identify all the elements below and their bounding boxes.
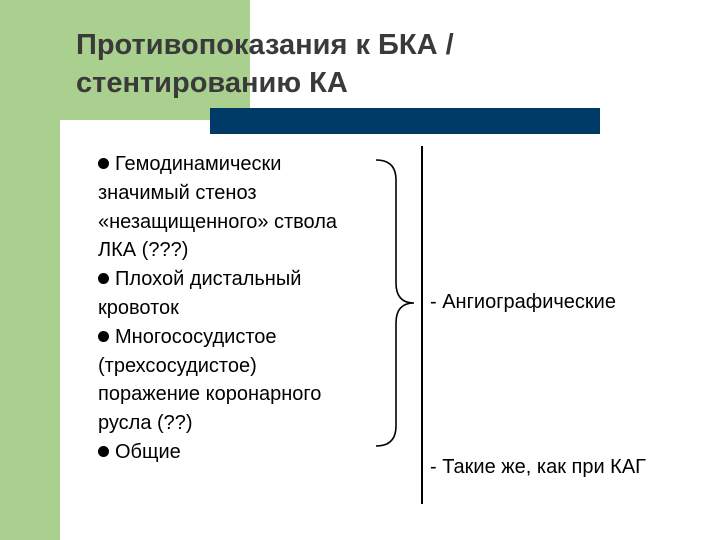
item-line: кровоток bbox=[98, 296, 179, 319]
title-line-1: Противопоказания к БКА / bbox=[76, 29, 454, 61]
note-same-as-kag: - Такие же, как при КАГ bbox=[430, 456, 646, 478]
contraindication-list bbox=[98, 150, 398, 467]
list-item bbox=[98, 150, 398, 265]
item-line: Многососудистое bbox=[115, 325, 277, 348]
title-underline-bar bbox=[210, 108, 600, 134]
curly-brace-icon bbox=[374, 158, 414, 448]
item-line: Плохой дистальный bbox=[115, 268, 302, 291]
item-line: Гемодинамически bbox=[115, 153, 282, 175]
slide-title bbox=[76, 26, 636, 102]
left-green-band bbox=[0, 0, 60, 540]
vertical-divider bbox=[421, 146, 423, 504]
list-item bbox=[98, 265, 398, 323]
item-line: (трехсосудистое) bbox=[98, 354, 257, 377]
bullet-icon bbox=[98, 331, 109, 342]
list-item bbox=[98, 438, 398, 467]
item-line: Общие bbox=[115, 440, 181, 463]
list-item bbox=[98, 323, 398, 438]
item-line: ЛКА (???) bbox=[98, 239, 189, 262]
bullet-icon bbox=[98, 446, 109, 457]
item-line: значимый стеноз bbox=[98, 181, 257, 204]
bullet-icon bbox=[98, 158, 109, 169]
item-line: поражение коронарного bbox=[98, 383, 322, 406]
item-line: «незащищенного» ствола bbox=[98, 210, 338, 233]
title-line-2: стентированию КА bbox=[76, 67, 348, 99]
note-angiographic: - Ангиографические bbox=[430, 291, 616, 313]
bullet-icon bbox=[98, 273, 109, 284]
item-line: русла (??) bbox=[98, 412, 193, 435]
